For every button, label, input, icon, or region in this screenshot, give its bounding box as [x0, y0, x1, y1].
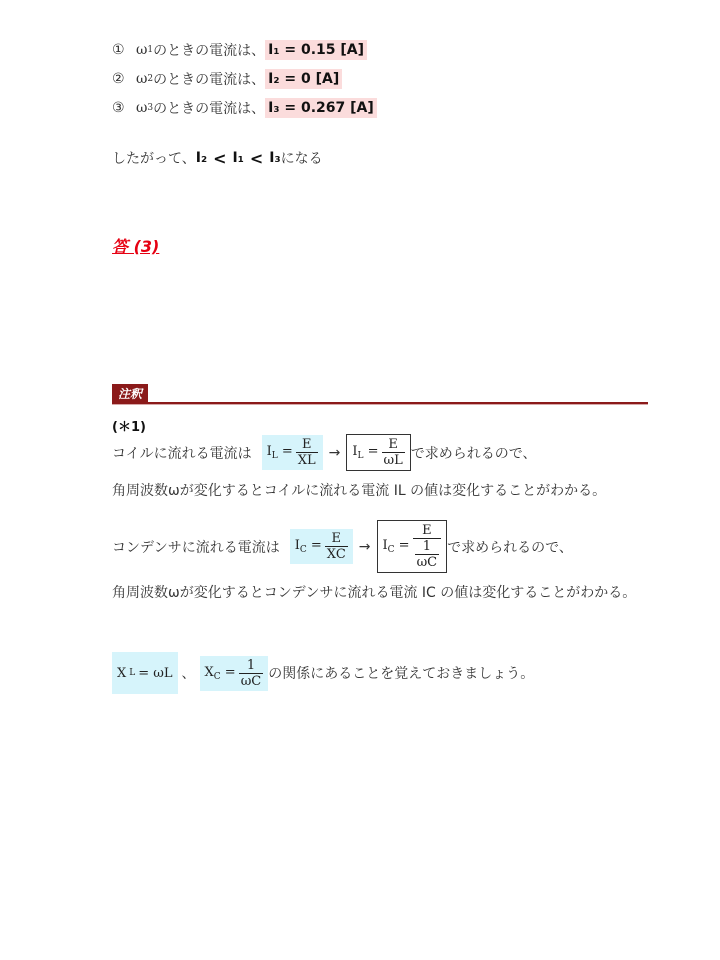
coil-tail-text: で求められるので、	[410, 445, 537, 462]
formula-equals: =	[363, 444, 379, 459]
less-than-symbol: <	[249, 148, 264, 168]
note-divider	[112, 402, 648, 405]
coil-formula-1	[262, 435, 323, 470]
coil-formula-2	[346, 434, 410, 471]
formula-subscript: L	[357, 451, 364, 461]
formula-equals: =	[394, 538, 410, 553]
conclusion-suffix: になる	[280, 151, 323, 167]
separator: 、	[181, 666, 196, 682]
omega-symbol: ω	[136, 100, 148, 116]
formula-symbol: I	[352, 444, 358, 459]
formula-equals: =	[220, 664, 236, 680]
fraction-denominator: XC	[326, 547, 346, 562]
arrow-icon: →	[358, 538, 371, 555]
formula-subscript: C	[299, 545, 307, 555]
fraction	[382, 437, 405, 468]
formula-equals: =	[306, 538, 322, 553]
fraction-numerator: E	[388, 437, 398, 452]
xc-formula	[200, 656, 269, 691]
current-i3: I₃	[269, 150, 281, 166]
result-item-1	[112, 40, 367, 60]
capacitor-tail-text: で求められるので、	[447, 539, 573, 556]
formula-equals: =	[277, 444, 293, 459]
capacitor-formula-2	[377, 520, 448, 573]
result-item-3	[112, 98, 377, 118]
conclusion-line	[112, 148, 323, 168]
fraction-numerator: E	[301, 437, 312, 452]
fraction	[413, 523, 442, 570]
capacitor-formula-line	[112, 520, 573, 573]
current-i1: I₁	[232, 150, 244, 166]
answer-label: 答 (3)	[112, 237, 160, 256]
fraction-numerator: 1	[246, 657, 256, 673]
fraction-numerator: E	[422, 523, 432, 538]
fraction-denominator	[413, 538, 442, 570]
xl-formula	[112, 652, 178, 694]
fraction-denominator: ωL	[383, 453, 403, 468]
formula-symbol: X	[204, 664, 214, 680]
fraction	[296, 437, 318, 468]
current-i2: I₂	[195, 150, 208, 166]
result-text: のときの電流は、	[153, 101, 266, 117]
result-text: のときの電流は、	[153, 72, 266, 88]
omega-symbol: ω	[136, 71, 148, 87]
formula-subscript: L	[271, 451, 278, 461]
formula-subscript: C	[213, 671, 221, 682]
result-item-2	[112, 69, 342, 89]
result-value: I₃ = 0.267 [A]	[265, 98, 377, 118]
note-tag: 注釈	[112, 384, 148, 404]
fraction-denominator: XL	[297, 453, 316, 468]
formula-symbol: I	[294, 538, 300, 553]
nested-fraction	[415, 539, 440, 570]
omega-subscript: 1	[147, 45, 154, 55]
note-marker: (＊1)	[112, 420, 146, 435]
result-text: のときの電流は、	[153, 43, 266, 59]
coil-explanation: 角周波数ωが変化するとコイルに流れる電流 IL の値は変化することがわかる。	[112, 483, 607, 499]
fraction	[239, 658, 264, 689]
item-number: ③	[112, 100, 125, 116]
arrow-icon: →	[328, 444, 341, 461]
formula-symbol: X	[117, 665, 127, 681]
capacitor-formula-1	[290, 529, 353, 564]
omega-symbol: ω	[136, 42, 148, 58]
omega-subscript: 3	[147, 103, 154, 113]
fraction-denominator: ωC	[416, 555, 438, 570]
relation-line	[112, 652, 534, 694]
result-value: I₂ = 0 [A]	[265, 69, 342, 89]
formula-symbol: I	[382, 538, 388, 553]
fraction-numerator: 1	[422, 539, 431, 554]
less-than-symbol: <	[213, 148, 227, 168]
item-number: ①	[112, 42, 125, 58]
formula-symbol: I	[266, 444, 272, 459]
formula-subscript: C	[387, 545, 395, 555]
capacitor-explanation: 角周波数ωが変化するとコンデンサに流れる電流 IC の値は変化することがわかる。	[112, 585, 637, 601]
fraction-denominator: ωC	[240, 673, 262, 689]
fraction-numerator: E	[331, 531, 342, 546]
fraction	[325, 531, 348, 562]
relation-tail-text: の関係にあることを覚えておきましょう。	[268, 666, 535, 682]
formula-subscript: L	[129, 668, 136, 678]
conclusion-prefix: したがって、	[112, 151, 196, 167]
formula-equals: = ωL	[138, 665, 173, 681]
omega-subscript: 2	[147, 74, 154, 84]
item-number: ②	[112, 71, 125, 87]
coil-formula-line	[112, 434, 537, 471]
capacitor-lead-text: コンデンサに流れる電流は	[112, 539, 280, 556]
coil-lead-text: コイルに流れる電流は	[112, 445, 252, 462]
result-value: I₁ = 0.15 [A]	[265, 40, 367, 60]
